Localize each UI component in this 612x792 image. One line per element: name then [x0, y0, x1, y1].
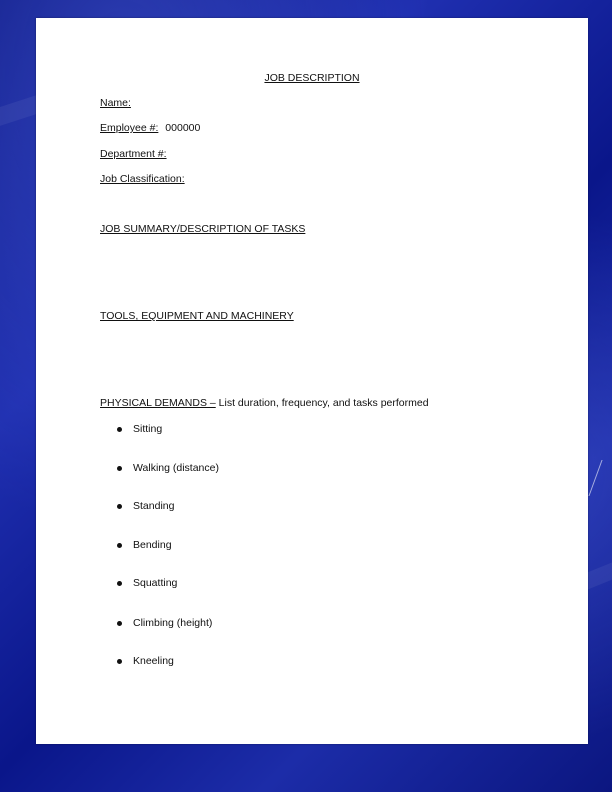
name-label: Name:	[100, 97, 131, 109]
list-item: Kneeling	[133, 655, 174, 667]
bullet-icon	[117, 543, 122, 548]
decorative-mark	[588, 460, 612, 496]
bullet-icon	[117, 504, 122, 509]
list-item: Squatting	[133, 577, 178, 589]
document-title: JOB DESCRIPTION	[264, 72, 360, 84]
physical-demands-heading	[100, 398, 429, 409]
bullet-icon	[117, 581, 122, 586]
list-item: Bending	[133, 539, 172, 551]
employee-value: 000000	[165, 122, 201, 134]
physical-demands-title: PHYSICAL DEMANDS –	[100, 397, 216, 409]
document-page	[36, 18, 588, 744]
bullet-icon	[117, 427, 122, 432]
bullet-icon	[117, 466, 122, 471]
tools-heading: TOOLS, EQUIPMENT AND MACHINERY	[100, 310, 294, 322]
department-label: Department #:	[100, 148, 167, 160]
list-item: Sitting	[133, 423, 163, 435]
bullet-icon	[117, 621, 122, 626]
list-item: Climbing (height)	[133, 617, 213, 629]
job-classification-label: Job Classification:	[100, 173, 185, 185]
job-summary-heading: JOB SUMMARY/DESCRIPTION OF TASKS	[100, 223, 306, 235]
list-item: Standing	[133, 500, 175, 512]
physical-demands-note: List duration, frequency, and tasks performed	[215, 397, 429, 409]
list-item: Walking (distance)	[133, 462, 219, 474]
employee-label: Employee #:	[100, 122, 159, 134]
bullet-icon	[117, 659, 122, 664]
employee-row	[100, 123, 200, 134]
